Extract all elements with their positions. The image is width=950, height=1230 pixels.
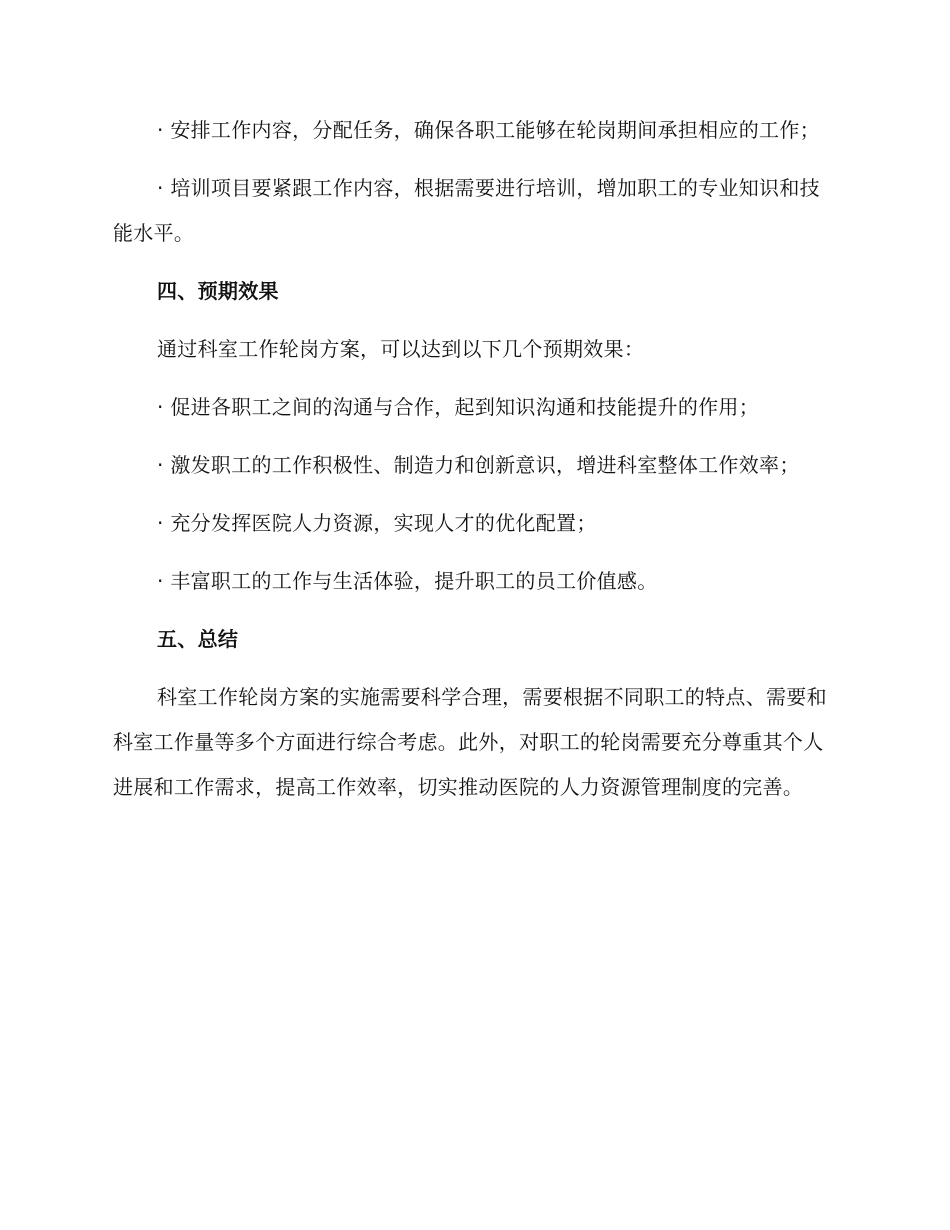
section-heading-summary: 五、总结 [157,627,239,651]
bullet-paragraph-resources: · 充分发挥医院人力资源，实现人才的优化配置； [157,511,597,535]
paragraph-summary: 科室工作轮岗方案的实施需要科学合理，需要根据不同职工的特点、需要和科室工作量等多个方面进行综合考虑。此外，对职工的轮岗需要充分尊重其个人进展和工作需求，提高工作效率，切实推动医院的人力资源管理制度的完善。 [113,685,827,799]
paragraph-effects-intro: 通过科室工作轮岗方案，可以达到以下几个预期效果： [157,337,645,361]
bullet-paragraph-experience: · 丰富职工的工作与生活体验，提升职工的员工价值感。 [157,569,658,593]
bullet-paragraph-motivation: · 激发职工的工作积极性、制造力和创新意识，增进科室整体工作效率； [157,453,800,477]
bullet-paragraph-communication: · 促进各职工之间的沟通与合作，起到知识沟通和技能提升的作用； [157,395,760,419]
bullet-paragraph-training: · 培训项目要紧跟工作内容，根据需要进行培训，增加职工的专业知识和技能水平。 [113,176,820,245]
bullet-paragraph-assign-tasks: · 安排工作内容，分配任务，确保各职工能够在轮岗期间承担相应的工作； [157,118,820,142]
document-body [113,108,833,823]
section-heading-expected-effects: 四、预期效果 [157,279,279,303]
